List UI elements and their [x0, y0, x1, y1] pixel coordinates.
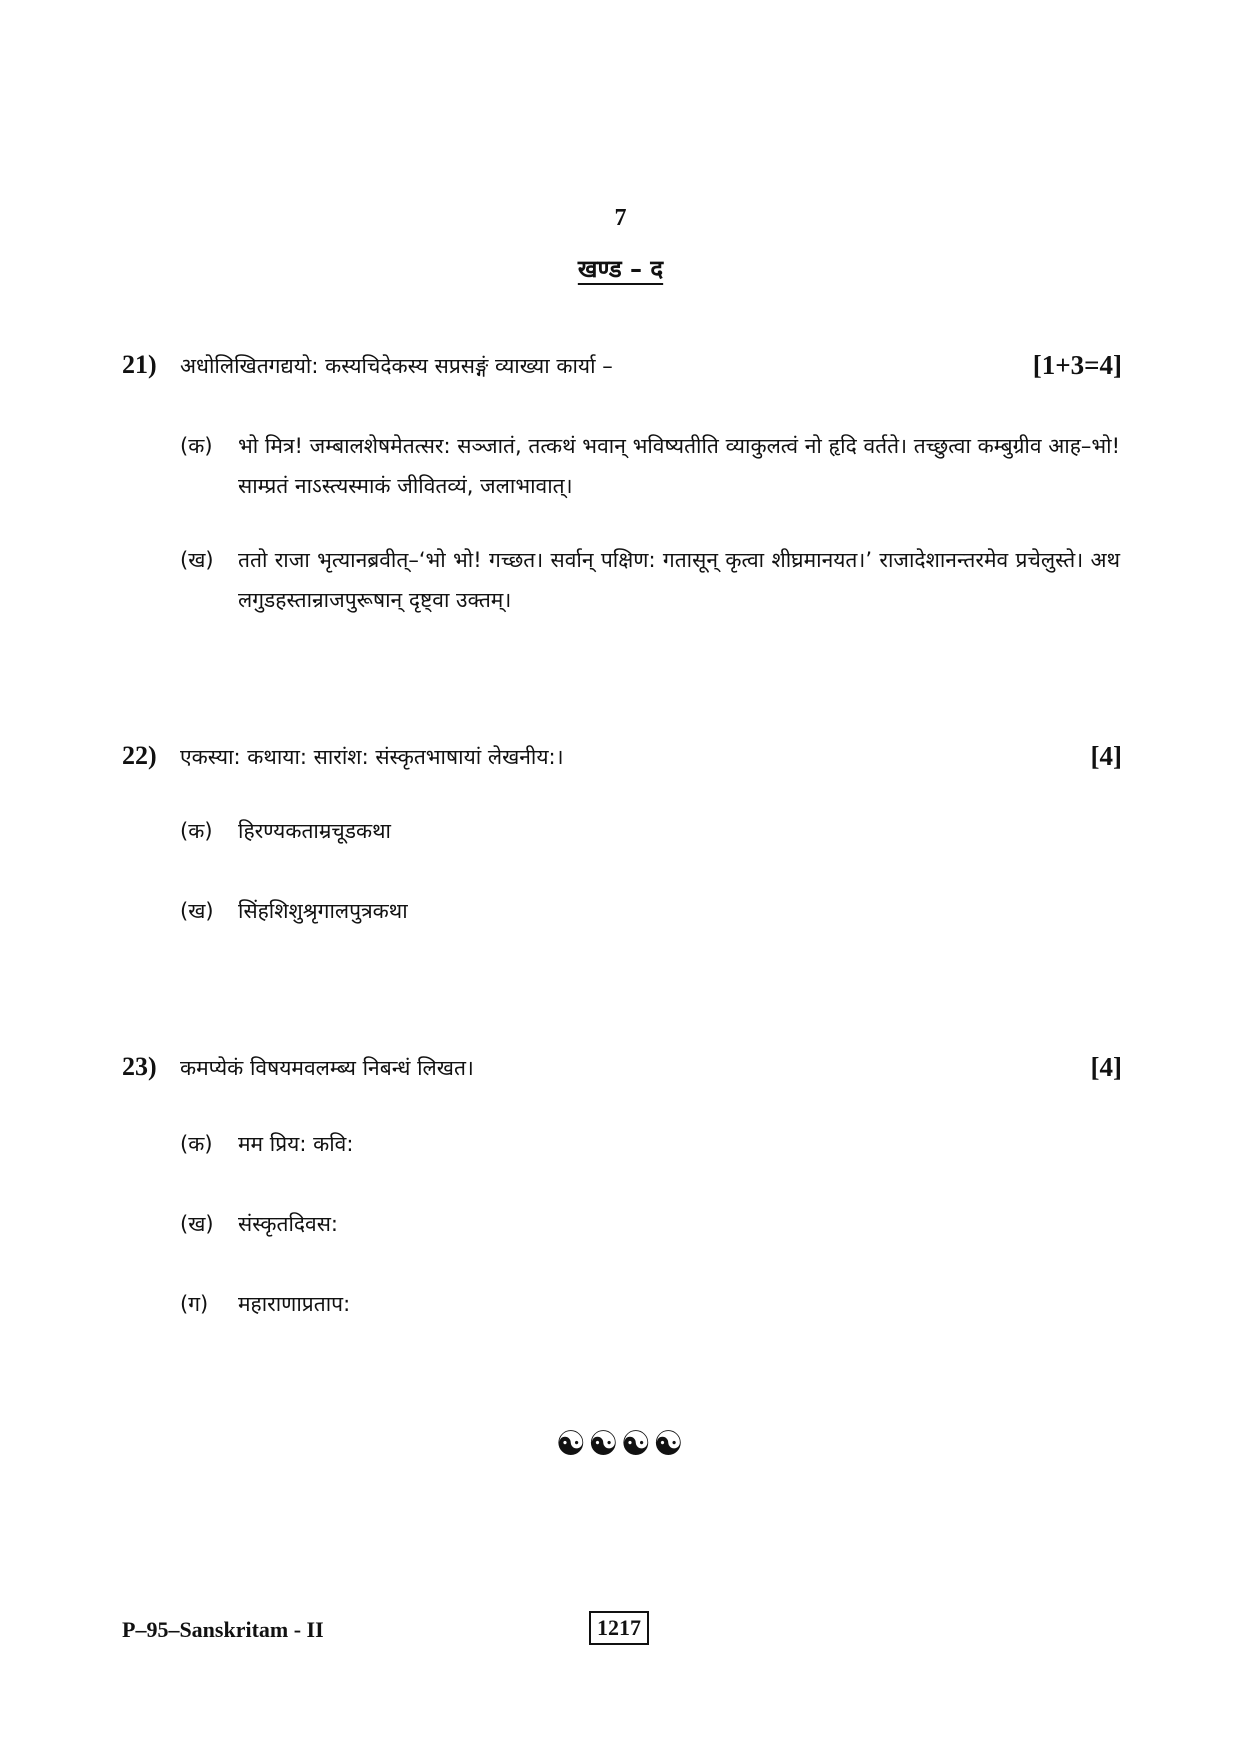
footer-paper-code: P–95–Sanskritam - II: [122, 1617, 324, 1642]
option-ka: [180, 426, 1120, 506]
option-label: (ख): [180, 1212, 214, 1236]
option-label: (ग): [180, 1292, 209, 1316]
question-22: [122, 741, 1122, 941]
option-ka: [180, 811, 1120, 851]
question-23-header: [122, 1052, 1122, 1092]
question-number: 23): [122, 1052, 157, 1081]
option-label: (क): [180, 1132, 213, 1156]
question-23: [122, 1052, 1122, 1332]
question-number: 22): [122, 741, 157, 770]
question-marks: [1+3=4]: [1032, 350, 1122, 380]
section-title-text: खण्ड – द: [577, 255, 664, 283]
yin-yang-ornament-icon: ☯☯☯☯: [555, 1424, 686, 1464]
option-kha: [180, 540, 1120, 620]
page-number: 7: [614, 205, 627, 231]
question-number: 21): [122, 350, 157, 379]
question-22-header: [122, 741, 1122, 781]
option-ga: [180, 1284, 1120, 1324]
option-text: भो मित्र! जम्बालशेषमेतत्सर: सञ्जातं, तत्कथं भवान् भविष्यतीति व्याकुलत्वं नो हृदि वर्तते। तच्छुत्वा कम्बुग्रीव आह–भो! साम्प्रतं नाऽस्त्यस्माकं जीवितव्यं, जलाभावात्।: [238, 434, 1120, 498]
question-text: कमप्येकं विषयमवलम्ब्य निबन्धं लिखत।: [180, 1056, 474, 1080]
option-text: हिरण्यकताम्रचूडकथा: [238, 819, 391, 843]
option-label: (क): [180, 434, 213, 458]
option-text: महाराणाप्रताप:: [238, 1292, 351, 1316]
option-text: ततो राजा भृत्यानब्रवीत्–‘भो भो! गच्छत। सर्वान् पक्षिण: गतासून् कृत्वा शीघ्रमानयत।’ राजादेशानन्तरमेव प्रचेलुस्ते। अथ लगुडहस्तान्राजपुरूषान् दृष्ट्वा उक्तम्।: [238, 548, 1120, 612]
option-label: (ख): [180, 899, 214, 923]
option-label: (ख): [180, 548, 214, 572]
question-21-header: [122, 350, 1122, 390]
option-text: मम प्रिय: कवि:: [238, 1132, 354, 1156]
question-21: [122, 350, 1122, 620]
option-label: (क): [180, 819, 213, 843]
option-kha: [180, 1204, 1120, 1244]
option-text: संस्कृतदिवस:: [238, 1212, 338, 1236]
option-text: सिंहशिशुश्रृगालपुत्रकथा: [238, 899, 408, 923]
section-title: [0, 252, 1241, 285]
question-marks: [4]: [1090, 1052, 1122, 1082]
question-text: एकस्या: कथाया: सारांश: संस्कृतभाषायां लेखनीय:।: [180, 745, 564, 769]
question-text: अधोलिखितगद्ययो: कस्यचिदेकस्य सप्रसङ्गं व्याख्या कार्या –: [180, 354, 613, 378]
option-ka: [180, 1124, 1120, 1164]
question-marks: [4]: [1090, 741, 1122, 771]
option-kha: [180, 891, 1120, 931]
footer-sheet-number: 1217: [589, 1611, 649, 1645]
